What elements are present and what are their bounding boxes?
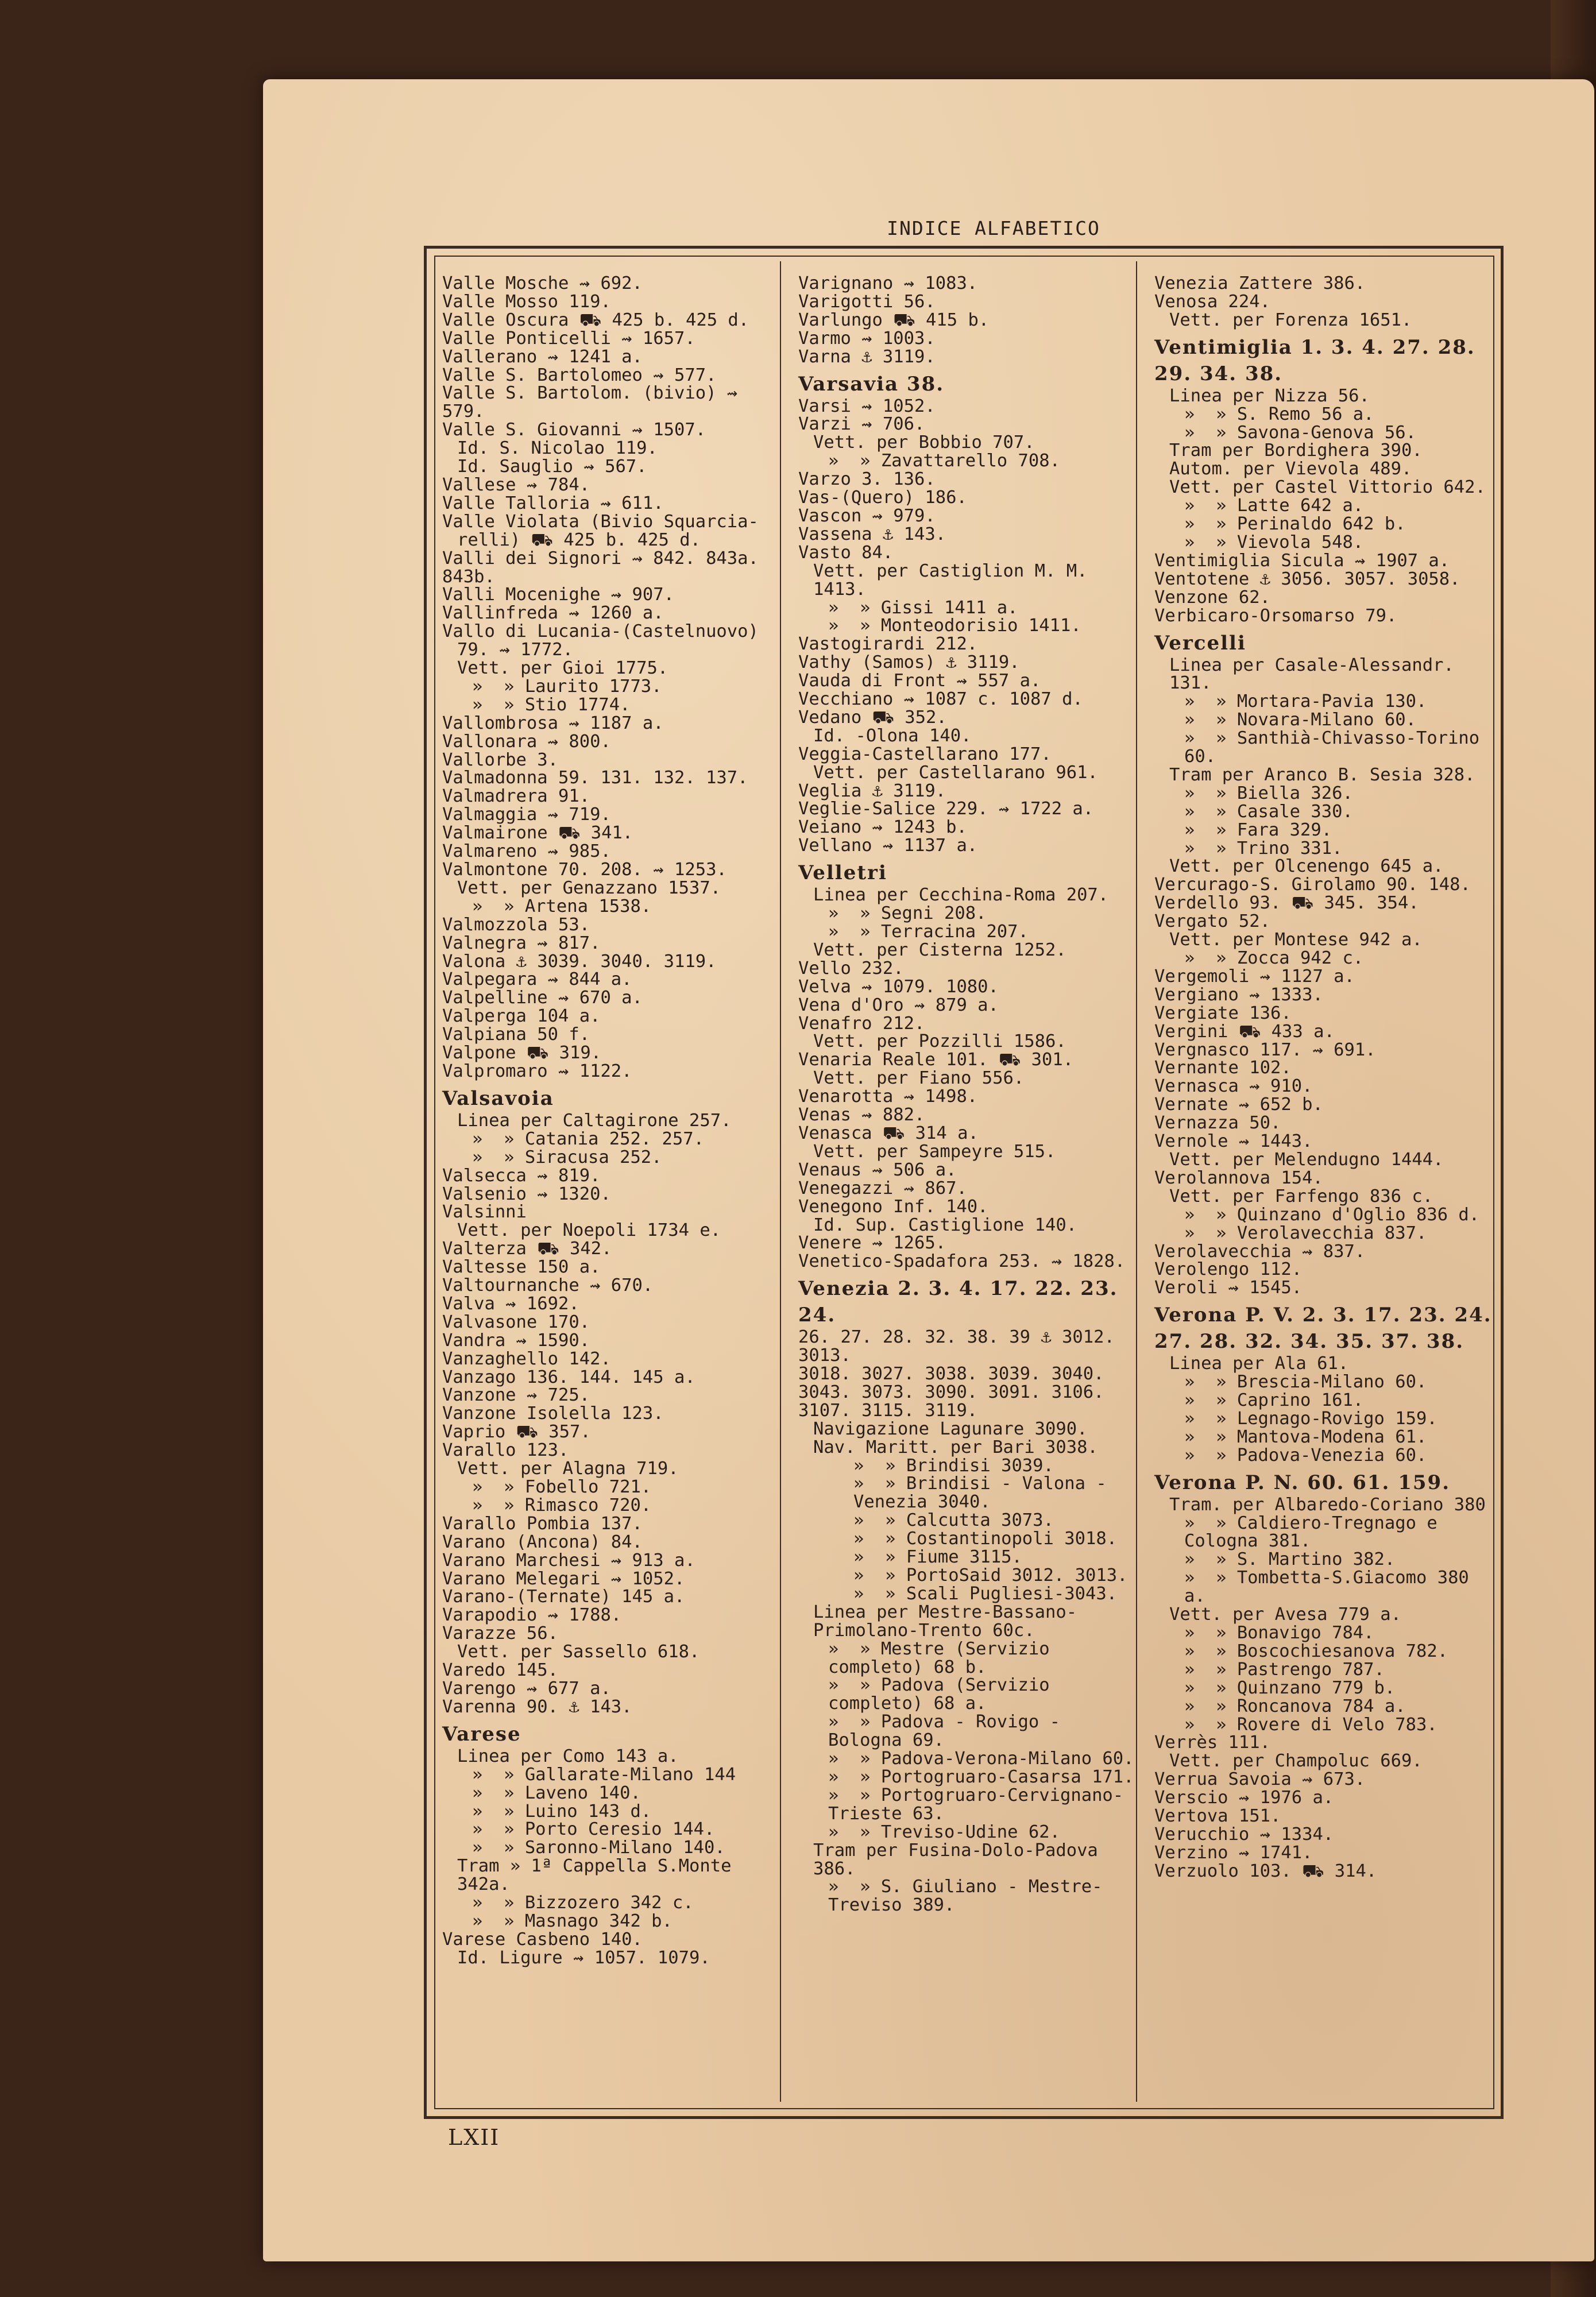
index-entry: Vergiate 136. (1154, 1003, 1292, 1023)
index-entry: Linea per Como 143 a. (457, 1746, 679, 1766)
index-entry: Vecchiano ⇝ 1087 c. 1087 d. (798, 689, 1083, 710)
index-entry: Vett. per Alagna 719. (457, 1459, 679, 1479)
index-entry: Ventotene ⚓ 3056. 3057. 3058. (1154, 569, 1460, 589)
index-entry: Valle Oscura ⛟ 425 b. 425 d. (442, 310, 749, 330)
index-entry: » » Roncanova 784 a. (1184, 1696, 1406, 1716)
index-entry: Veglie-Salice 229. ⇝ 1722 a. (798, 799, 1094, 819)
index-entry: Id. Ligure ⇝ 1057. 1079. (457, 1947, 710, 1968)
index-entry: Vedano ⛟ 352. (798, 707, 947, 728)
index-entry: Vallombrosa ⇝ 1187 a. (442, 713, 664, 733)
index-entry: Veiano ⇝ 1243 b. (798, 817, 967, 838)
index-entry: Venzone 62. (1154, 587, 1270, 608)
index-entry: » » Laveno 140. (472, 1782, 641, 1803)
index-entry: Valva ⇝ 1692. (442, 1293, 579, 1314)
index-entry: Vas-(Quero) 186. (798, 488, 967, 508)
index-entry: Vergemoli ⇝ 1127 a. (1154, 966, 1355, 987)
index-entry: Vanzago 136. 144. 145 a. (442, 1367, 695, 1387)
index-entry: Tram per Bordighera 390. (1169, 440, 1423, 461)
index-entry: Varallo Pombia 137. (442, 1513, 643, 1534)
index-entry: » » Savona-Genova 56. (1184, 422, 1416, 443)
index-entry: Vasto 84. (798, 542, 894, 563)
index-entry: Id. Sup. Castiglione 140. (813, 1215, 1077, 1235)
index-entry: Verzuolo 103. ⛟ 314. (1154, 1861, 1377, 1881)
index-entry: Tram per Aranco B. Sesia 328. (1169, 764, 1475, 785)
index-entry: Varlungo ⛟ 415 b. (798, 310, 990, 330)
index-entry: Valvasone 170. (442, 1312, 590, 1332)
index-entry: Valli dei Signori ⇝ 842. 843a. 843b. (442, 548, 770, 587)
index-heading: Verona P. N. 60. 61. 159. (1154, 1471, 1451, 1494)
index-entry: Venosa 224. (1154, 291, 1270, 312)
index-entry: » » Stio 1774. (472, 694, 631, 715)
index-entry: » » Treviso-Udine 62. (828, 1822, 1060, 1842)
index-entry: Vercurago-S. Girolamo 90. 148. (1154, 875, 1471, 895)
index-entry: » » Portogruaro-Casarsa 171. (828, 1766, 1134, 1787)
index-entry: Tram per Fusina-Dolo-Padova 386. (813, 1840, 1109, 1879)
index-heading: Venezia 2. 3. 4. 17. 22. 23. 24. (798, 1277, 1118, 1327)
index-entry: Velva ⇝ 1079. 1080. (798, 976, 999, 997)
index-entry: Valmozzola 53. (442, 914, 590, 935)
index-entry: » » Monteodorisio 1411. (828, 616, 1081, 636)
index-entry: » » Mortara-Pavia 130. (1184, 691, 1427, 712)
index-entry: Veroli ⇝ 1545. (1154, 1278, 1303, 1298)
index-entry: Varsi ⇝ 1052. (798, 396, 936, 416)
index-heading: Vercelli (1154, 631, 1246, 655)
index-entry: Vernole ⇝ 1443. (1154, 1131, 1313, 1152)
index-entry: Vertova 151. (1154, 1806, 1281, 1827)
index-entry: Varengo ⇝ 677 a. (442, 1678, 611, 1699)
index-entry: » » Caprino 161. (1184, 1390, 1364, 1411)
index-entry: Vett. per Genazzano 1537. (457, 877, 721, 898)
index-entry: 3018. 3027. 3038. 3039. 3040. (798, 1364, 1104, 1385)
index-entry: Vallonara ⇝ 800. (442, 731, 611, 752)
index-entry: » » Mestre (Servizio completo) 68 b. (828, 1638, 1060, 1677)
index-entry: Venere ⇝ 1265. (798, 1233, 946, 1254)
index-entry: Ventimiglia Sicula ⇝ 1907 a. (1154, 550, 1450, 571)
index-entry: Vergini ⛟ 433 a. (1154, 1021, 1335, 1042)
index-entry: Vett. per Bobbio 707. (813, 432, 1035, 453)
index-entry: Vett. per Olcenengo 645 a. (1169, 856, 1444, 877)
index-entry: » » Gissi 1411 a. (828, 597, 1018, 618)
index-entry: » » Mantova-Modena 61. (1184, 1426, 1427, 1447)
index-entry: Valpone ⛟ 319. (442, 1043, 602, 1064)
index-entry: » » Rovere di Velo 783. (1184, 1714, 1437, 1735)
index-entry: Verolavecchia ⇝ 837. (1154, 1241, 1366, 1262)
index-entry: » » Trino 331. (1184, 838, 1343, 859)
index-entry: » » Brindisi 3039. (853, 1455, 1054, 1476)
index-entry: Verzino ⇝ 1741. (1154, 1842, 1313, 1863)
index-column-2 (798, 274, 1137, 1915)
index-entry: » » Novara-Milano 60. (1184, 710, 1416, 730)
index-entry: » » Santhià-Chivasso-Torino 60. (1184, 728, 1490, 767)
index-entry: » » Porto Ceresio 144. (472, 1819, 715, 1840)
index-entry: Valle Violata (Bivio Squarcia- (442, 511, 759, 532)
index-entry: » » Bizzozero 342 c. (472, 1893, 694, 1913)
index-entry: » » Laurito 1773. (472, 676, 662, 697)
index-entry: » » Padova-Verona-Milano 60. (828, 1749, 1134, 1769)
index-entry: Valmareno ⇝ 985. (442, 841, 611, 862)
index-entry: » » Legnago-Rovigo 159. (1184, 1408, 1437, 1429)
index-entry: Autom. per Vievola 489. (1169, 459, 1412, 479)
index-entry: Varallo 123. (442, 1440, 569, 1461)
index-entry: Varedo 145. (442, 1660, 558, 1681)
index-entry: Vett. per Castel Vittorio 642. (1169, 477, 1486, 498)
index-entry: Varigotti 56. (798, 291, 936, 312)
index-entry: Varignano ⇝ 1083. (798, 273, 978, 293)
index-entry: » » Fobello 721. (472, 1477, 652, 1497)
index-entry: » » Zocca 942 c. (1184, 948, 1364, 968)
index-entry: Vernazza 50. (1154, 1113, 1281, 1134)
index-entry: » » Fiume 3115. (853, 1547, 1022, 1568)
index-entry: » » Casale 330. (1184, 801, 1353, 822)
index-entry: Verolannova 154. (1154, 1167, 1323, 1188)
index-entry: » » S. Martino 382. (1184, 1549, 1396, 1570)
index-entry: Versciо ⇝ 1976 a. (1154, 1788, 1334, 1808)
index-entry: » » Fara 329. (1184, 819, 1332, 840)
index-entry: Vett. per Champoluc 669. (1169, 1751, 1423, 1772)
index-entry: Vernasca ⇝ 910. (1154, 1076, 1313, 1097)
index-entry: Valtournanche ⇝ 670. (442, 1275, 654, 1296)
index-entry: Veggia-Castellarano 177. (798, 744, 1052, 764)
index-entry: » » Brindisi - Valona - Venezia 3040. (853, 1474, 1118, 1513)
index-entry: Vanzaghello 142. (442, 1348, 611, 1369)
index-entry: Linea per Ala 61. (1169, 1354, 1349, 1374)
index-entry: Linea per Mestre-Bassano-Primolano-Trento 60c. (813, 1602, 1077, 1641)
index-entry: Vallese ⇝ 784. (442, 474, 590, 495)
index-entry: Vandra ⇝ 1590. (442, 1330, 590, 1351)
index-entry: Valli Mocenighe ⇝ 907. (442, 585, 674, 605)
index-entry: Vathy (Samos) ⚓ 3119. (798, 652, 1020, 673)
index-entry: Valmaggia ⇝ 719. (442, 805, 611, 825)
page-header: INDICE ALFABETICO (887, 217, 1100, 239)
index-entry: Vena d'Oro ⇝ 879 a. (798, 995, 999, 1015)
index-entry: Valterza ⛟ 342. (442, 1239, 612, 1259)
index-column-3 (1154, 274, 1493, 1881)
index-entry: Vernate ⇝ 652 b. (1154, 1095, 1323, 1115)
index-entry: Valpiana 50 f. (442, 1024, 590, 1045)
index-entry: Vergato 52. (1154, 911, 1270, 932)
index-entry: Verucchio ⇝ 1334. (1154, 1824, 1334, 1844)
index-entry: Id. S. Nicolao 119. (457, 438, 658, 459)
index-entry: Valpelline ⇝ 670 a. (442, 988, 643, 1008)
index-entry: » » S. Giuliano - Mestre-Treviso 389. (828, 1877, 1103, 1916)
index-entry: Valsecca ⇝ 819. (442, 1165, 601, 1186)
index-entry: Verdello 93. ⛟ 345. 354. (1154, 893, 1419, 914)
index-heading: Velletri (798, 861, 887, 885)
index-entry: Vallinfreda ⇝ 1260 a. (442, 603, 664, 624)
index-entry: Verolengo 112. (1154, 1259, 1303, 1280)
index-entry: Vanzone ⇝ 725. (442, 1385, 590, 1406)
index-entry: Venasca ⛟ 314 a. (798, 1123, 979, 1143)
index-entry: 79. ⇝ 1772. (457, 640, 573, 660)
index-entry: Venaus ⇝ 506 a. (798, 1159, 957, 1180)
index-entry: Varenna 90. ⚓ 143. (442, 1696, 632, 1717)
index-entry: Varano Marchesi ⇝ 913 a. (442, 1550, 695, 1571)
index-entry: Vett. per Sampeyre 515. (813, 1141, 1056, 1162)
index-entry: Vascon ⇝ 979. (798, 505, 936, 526)
index-entry: Vergnasco 117. ⇝ 691. (1154, 1039, 1376, 1060)
index-entry: » » Quinzano d'Oglio 836 d. (1184, 1204, 1480, 1225)
index-entry: » » Segni 208. (828, 903, 987, 924)
index-column-1 (442, 274, 781, 1967)
index-entry: » » Calcutta 3073. (853, 1510, 1054, 1531)
index-entry: Varzo 3. 136. (798, 469, 936, 490)
index-entry: » » Saronno-Milano 140. (472, 1838, 725, 1858)
index-entry: Valle Ponticelli ⇝ 1657. (442, 328, 695, 349)
index-entry: Venegazzi ⇝ 867. (798, 1178, 967, 1198)
index-entry: 26. 27. 28. 32. 38. 39 ⚓ 3012. 3013. (798, 1327, 1126, 1366)
index-entry: » » Verolavecchia 837. (1184, 1223, 1427, 1243)
index-entry: Venegono Inf. 140. (798, 1196, 988, 1217)
index-entry: Valnegra ⇝ 817. (442, 933, 601, 953)
index-entry: Vett. per Melendugno 1444. (1169, 1149, 1444, 1170)
index-entry: » » Portogruaro-Cervignano-Trieste 63. (828, 1785, 1124, 1824)
index-entry: » » PortoSaid 3012. 3013. (853, 1565, 1128, 1586)
index-entry: Vett. per Fiano 556. (813, 1068, 1025, 1089)
index-entry: » » Luino 143 d. (472, 1801, 652, 1822)
index-entry: Valpegara ⇝ 844 a. (442, 969, 632, 990)
index-entry: Varmo ⇝ 1003. (798, 328, 936, 349)
index-entry: Id. Sauglio ⇝ 567. (457, 457, 647, 477)
index-entry: » » Terracina 207. (828, 922, 1029, 942)
index-entry: » » Tombetta-S.Giacomo 380 a. (1184, 1568, 1480, 1607)
index-entry: Valmadrera 91. (442, 786, 590, 807)
index-entry: » » Gallarate-Milano 144 (472, 1764, 736, 1785)
index-entry: Vett. per Gioi 1775. (457, 658, 668, 679)
index-entry: Varano Melegari ⇝ 1052. (442, 1568, 685, 1589)
index-entry: Valle Mosche ⇝ 692. (442, 273, 643, 293)
index-heading: Varsavia 38. (798, 372, 945, 396)
index-entry: Valle S. Bartolomeo ⇝ 577. (442, 365, 717, 385)
index-entry: 3107. 3115. 3119. (798, 1400, 978, 1421)
index-entry: Linea per Casale-Alessandr. 131. (1169, 655, 1465, 694)
index-entry: Vett. per Montese 942 a. (1169, 930, 1423, 950)
index-entry: » » Padova - Rovigo - Bologna 69. (828, 1712, 1071, 1751)
index-entry: » » Zavattarello 708. (828, 451, 1060, 471)
index-heading: Verona P. V. 2. 3. 17. 23. 24. 27. 28. 32. 34. 35. 37. 38. (1154, 1304, 1492, 1354)
index-entry: Linea per Cecchina-Roma 207. (813, 885, 1109, 906)
index-entry: Verrès 111. (1154, 1733, 1270, 1753)
index-entry: Vallo di Lucania-(Castelnuovo) (442, 621, 759, 642)
index-entry: Valmairone ⛟ 341. (442, 823, 633, 844)
index-entry: » » Padova (Servizio completo) 68 a. (828, 1675, 1060, 1714)
index-entry: Venas ⇝ 882. (798, 1105, 925, 1126)
index-entry: Venetico-Spadafora 253. ⇝ 1828. (798, 1251, 1126, 1272)
index-entry: Varapodio ⇝ 1788. (442, 1605, 622, 1626)
index-entry: » » Costantinopoli 3018. (853, 1529, 1118, 1549)
index-entry: » » Perinaldo 642 b. (1184, 514, 1406, 535)
index-entry: Vassena ⚓ 143. (798, 524, 946, 544)
index-entry: » » Scali Pugliesi-3043. (853, 1583, 1118, 1604)
index-entry: Vanzone Isolella 123. (442, 1403, 664, 1424)
index-entry: relli) ⛟ 425 b. 425 d. (457, 529, 701, 550)
index-entry: Valmadonna 59. 131. 132. 137. (442, 768, 748, 788)
index-entry: Valperga 104 a. (442, 1006, 601, 1027)
index-entry: Veglia ⚓ 3119. (798, 780, 946, 801)
index-entry: Linea per Caltagirone 257. (457, 1110, 732, 1131)
index-heading: Valsavoia (442, 1086, 554, 1110)
index-entry: » » Rimasco 720. (472, 1495, 652, 1515)
index-entry: Tram. per Albaredo-Coriano 380 (1169, 1494, 1486, 1515)
index-entry: Valsinni (442, 1202, 527, 1223)
index-entry: Navigazione Lagunare 3090. (813, 1418, 1088, 1439)
index-entry: Vastogirardi 212. (798, 634, 978, 655)
index-entry: Tram » 1ª Cappella S.Monte 342a. (457, 1856, 742, 1895)
index-entry: » » Caldiero-Tregnago e Cologna 381. (1184, 1513, 1448, 1552)
index-entry: Vett. per Castellarano 961. (813, 762, 1098, 783)
index-entry: » » Quinzano 779 b. (1184, 1677, 1396, 1698)
index-entry: Vett. per Pozzilli 1586. (813, 1031, 1066, 1052)
index-entry: Venezia Zattere 386. (1154, 273, 1366, 293)
index-entry: Valona ⚓ 3039. 3040. 3119. (442, 951, 717, 972)
index-entry: Venarotta ⇝ 1498. (798, 1086, 978, 1107)
index-entry: Vett. per Cisterna 1252. (813, 939, 1066, 960)
index-entry: Varano-(Ternate) 145 a. (442, 1587, 685, 1607)
index-entry: » » Pastrengo 787. (1184, 1659, 1385, 1680)
index-entry: Vett. per Castiglion M. M. 1413. (813, 560, 1098, 600)
index-entry: Id. -Olona 140. (813, 725, 972, 746)
index-entry: Vergiano ⇝ 1333. (1154, 984, 1323, 1005)
index-entry: » » Catania 252. 257. (472, 1128, 704, 1149)
index-entry: Vett. per Sassello 618. (457, 1642, 700, 1662)
index-entry: » » Bonavigo 784. (1184, 1623, 1374, 1643)
index-entry: Vallerano ⇝ 1241 a. (442, 346, 643, 367)
index-entry: Vett. per Forenza 1651. (1169, 310, 1412, 330)
index-entry: » » Brescia-Milano 60. (1184, 1372, 1427, 1393)
index-entry: Vernante 102. (1154, 1058, 1292, 1078)
index-entry: Valle Mosso 119. (442, 291, 611, 312)
index-entry: » » Biella 326. (1184, 783, 1353, 803)
index-entry: Venafro 212. (798, 1013, 925, 1034)
index-entry: » » Boscochiesanova 782. (1184, 1641, 1448, 1661)
index-heading: Varese (442, 1722, 521, 1746)
index-entry: Vallorbe 3. (442, 749, 558, 770)
index-entry: Vello 232. (798, 958, 904, 979)
index-entry: Vellano ⇝ 1137 a. (798, 836, 978, 856)
index-entry: Vaprio ⛟ 357. (442, 1422, 591, 1443)
index-entry: Valpromaro ⇝ 1122. (442, 1061, 632, 1081)
index-entry: Vett. per Noepoli 1734 e. (457, 1220, 721, 1241)
index-entry: Varano (Ancona) 84. (442, 1532, 643, 1552)
index-entry: Vett. per Farfengo 836 c. (1169, 1186, 1433, 1206)
index-entry: Venaria Reale 101. ⛟ 301. (798, 1050, 1074, 1070)
index-entry: » » Latte 642 a. (1184, 496, 1364, 516)
index-entry: Vauda di Front ⇝ 557 a. (798, 671, 1041, 691)
index-heading: Ventimiglia 1. 3. 4. 27. 28. 29. 34. 38. (1154, 335, 1475, 385)
index-entry: Valsenio ⇝ 1320. (442, 1184, 611, 1204)
index-entry: » » Padova-Venezia 60. (1184, 1445, 1427, 1465)
index-entry: Linea per Nizza 56. (1169, 385, 1370, 406)
index-entry: Vett. per Avesa 779 a. (1169, 1604, 1401, 1625)
index-entry: Nav. Maritt. per Bari 3038. (813, 1437, 1098, 1457)
index-entry: Valtesse 150 a. (442, 1257, 601, 1278)
index-entry: Varzi ⇝ 706. (798, 414, 925, 435)
index-entry: Verrua Savoia ⇝ 673. (1154, 1769, 1366, 1790)
index-entry: » » Vievola 548. (1184, 532, 1364, 552)
index-entry: 3043. 3073. 3090. 3091. 3106. (798, 1382, 1104, 1402)
index-entry: Valmontone 70. 208. ⇝ 1253. (442, 860, 727, 880)
index-entry: Varazze 56. (442, 1623, 558, 1644)
index-entry: Varese Casbeno 140. (442, 1929, 643, 1950)
index-entry: » » Artena 1538. (472, 896, 652, 917)
index-entry: Valle S. Bartolom. (bivio) ⇝ 579. (442, 383, 748, 422)
index-entry: » » S. Remo 56 a. (1184, 404, 1374, 424)
index-entry: » » Masnago 342 b. (472, 1911, 673, 1931)
page-number: LXII (448, 2125, 500, 2150)
index-entry: Valle Talloria ⇝ 611. (442, 493, 664, 513)
index-entry: Verbicaro-Orsomarso 79. (1154, 605, 1397, 626)
index-entry: » » Siracusa 252. (472, 1147, 662, 1167)
index-entry: Valle S. Giovanni ⇝ 1507. (442, 420, 706, 440)
index-entry: Varna ⚓ 3119. (798, 346, 936, 367)
